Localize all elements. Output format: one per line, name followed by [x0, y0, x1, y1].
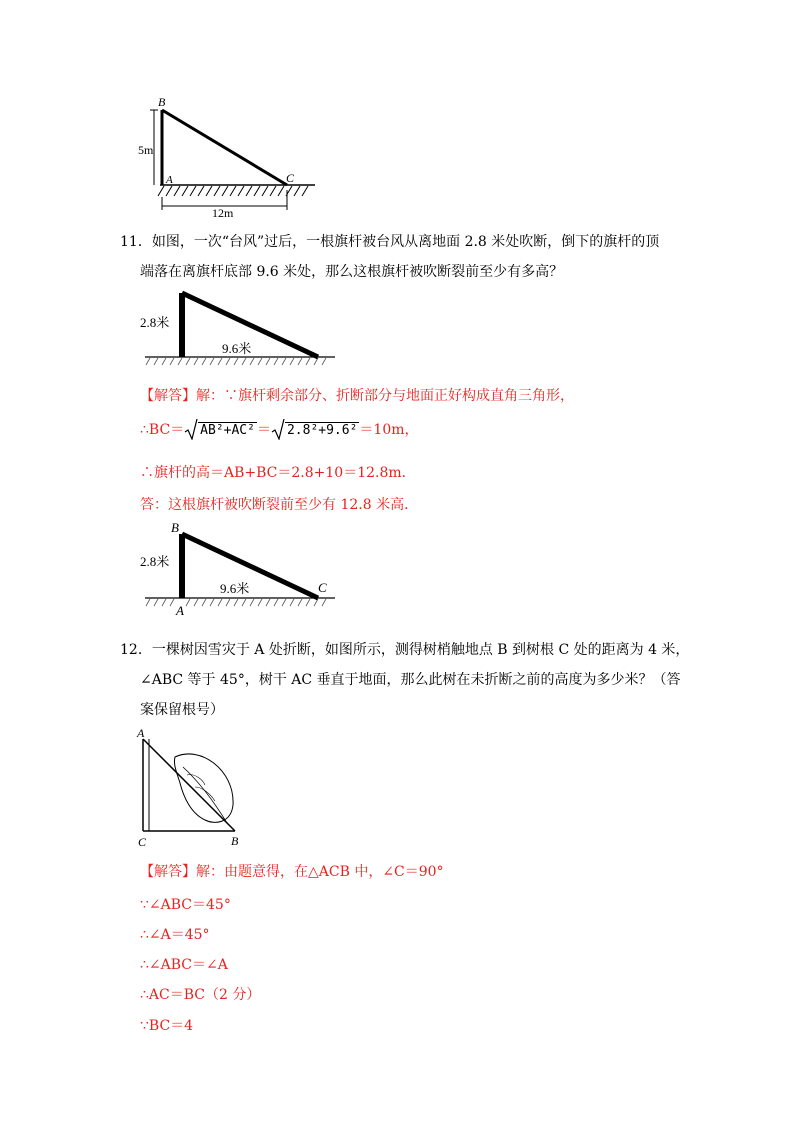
answer-11-line2-eq: ＝: [256, 422, 271, 438]
answer-12-line1: 【解答】解：由题意得，在△ACB 中，∠C＝90°: [140, 864, 444, 880]
answer-11-line3: ∴旗杆的高＝AB+BC＝2.8+10＝12.8m．: [140, 465, 416, 481]
answer-12-line3: ∴∠A＝45°: [140, 927, 210, 943]
vertex-label-b: B: [231, 834, 239, 848]
vertex-label-b: B: [158, 95, 166, 109]
answer-12-line5: ∴AC＝BC（2 分）: [140, 987, 261, 1003]
answer-11-line4: 答：这根旗杆被吹断裂前至少有 12.8 米高．: [140, 497, 419, 513]
vertex-label-c: C: [318, 580, 327, 595]
vertex-label-a: A: [137, 726, 145, 740]
base-label: 9.6米: [220, 581, 250, 596]
vertex-label-a: A: [176, 603, 184, 618]
base-label: 9.6米: [222, 341, 252, 356]
sqrt-symbol-2: [271, 418, 285, 440]
figure-flagpole: [140, 287, 340, 367]
figure-triangle-5m-12m: [130, 92, 330, 222]
vertex-label-a: A: [166, 174, 173, 186]
answer-11-line2-suffix: ＝10m，: [359, 422, 419, 438]
answer-11-line2-prefix: ∴BC＝: [140, 422, 185, 438]
question-11-text-line1: 11．如图，一次“台风”过后，一根旗杆被台风从离地面 2.8 米处吹断，倒下的旗杆的顶: [120, 234, 660, 250]
sqrt-radicand-1: AB²+AC²: [200, 423, 255, 438]
question-12-text-line2: ∠ABC 等于 45°，树干 AC 垂直于地面，那么此树在未折断之前的高度为多少米？（答: [140, 672, 681, 688]
answer-11-line1: 【解答】解：∵旗杆剩余部分、折断部分与地面正好构成直角三角形，: [140, 388, 574, 404]
sqrt-symbol-1: [184, 418, 198, 440]
question-12-text-line3: 案保留根号）: [140, 702, 224, 718]
height-label: 2.8米: [140, 315, 170, 330]
answer-12-line6: ∵BC＝4: [140, 1018, 194, 1034]
base-label: 12m: [212, 206, 234, 220]
vertex-label-c: C: [138, 835, 147, 849]
figure-flagpole-labeled: [140, 518, 340, 618]
question-11-text-line2: 端落在离旗杆底部 9.6 米处，那么这根旗杆被吹断裂前至少有多高？: [140, 264, 564, 280]
figure-broken-tree: [135, 725, 255, 850]
vertex-label-c: C: [286, 171, 295, 185]
height-label: 5m: [138, 143, 154, 157]
question-12-text-line1: 12．一棵树因雪灾于 A 处折断，如图所示，测得树梢触地点 B 到树根 C 处的距离为 4 米，: [120, 642, 690, 658]
height-label: 2.8米: [140, 554, 170, 569]
answer-12-line4: ∴∠ABC＝∠A: [140, 957, 228, 973]
answer-11-line2: [140, 418, 419, 443]
vertex-label-b: B: [171, 520, 179, 535]
sqrt-radicand-2: 2.8²+9.6²: [286, 423, 358, 438]
answer-12-line2: ∵∠ABC＝45°: [140, 897, 231, 913]
